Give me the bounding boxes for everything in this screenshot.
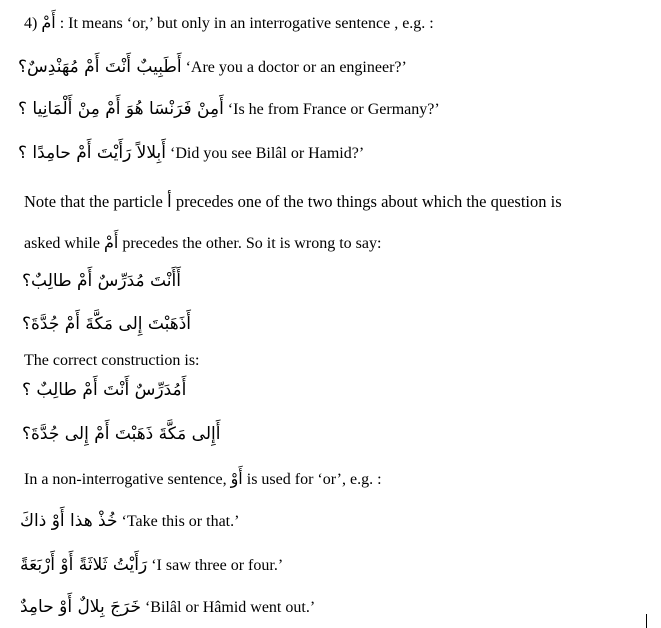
item-number: 4) (24, 15, 38, 32)
nonq-line (24, 469, 382, 490)
example-1-translation: ‘Are you a doctor or an engineer?’ (181, 59, 407, 76)
note-particle-a: أ (166, 192, 172, 212)
example-2-arabic: أَمِنْ فَرَنْسَا هُوَ أَمْ مِنْ أَلْمَانِيا ؟ (18, 99, 224, 119)
wrong-example-1-arabic: أَأَنْتَ مُدَرِّسٌ أَمْ طالِبٌ؟ (22, 271, 181, 291)
nonq-text-2: is used for ‘or’, e.g. : (242, 471, 382, 488)
aw-example-3 (20, 597, 315, 618)
correct-example-2-arabic: أَإِلى مَكَّةَ ذَهَبْتَ أَمْ إِلى جُدَّةَ؟ (22, 424, 221, 444)
example-2-translation: ‘Is he from France or Germany?’ (223, 101, 440, 118)
correct-example-1-arabic: أَمُدَرِّسٌ أَنْتَ أَمْ طالِبٌ ؟ (22, 380, 187, 400)
note-line-1 (24, 192, 562, 212)
wrong-example-1 (22, 271, 181, 292)
example-2 (18, 99, 440, 120)
note-line-2 (24, 233, 381, 254)
aw-example-3-translation: ‘Bilâl or Hâmid went out.’ (140, 599, 316, 616)
correct-label-text: The correct construction is: (24, 352, 200, 369)
note-word-am: أَمْ (103, 233, 119, 252)
aw-example-1 (20, 511, 239, 532)
note-text-4: precedes the other. So it is wrong to say: (118, 235, 382, 252)
item-description: : It means ‘or,’ but only in an interrogative sentence , e.g. : (59, 15, 434, 32)
item-word-am: أَمْ (41, 13, 56, 32)
correct-example-1 (22, 380, 186, 401)
nonq-word-aw: أَوْ (230, 469, 243, 488)
example-1-arabic: أَطَبِيبٌ أَنْتَ أَمْ مُهَنْدِسٌ؟ (18, 57, 182, 77)
example-3 (18, 143, 364, 164)
note-text-1: Note that the particle (24, 192, 167, 211)
example-3-translation: ‘Did you see Bilâl or Hamid?’ (165, 145, 365, 162)
aw-example-2-translation: ‘I saw three or four.’ (147, 557, 284, 574)
aw-example-2-arabic: رَأَيْتُ ثَلاثَةً أَوْ أَرْبَعَةً (20, 555, 148, 575)
wrong-example-2-arabic: أَذَهَبْتَ إِلى مَكَّةَ أَمْ جُدَّةَ؟ (22, 314, 191, 334)
aw-example-3-arabic: خَرَجَ بِلالٌ أَوْ حامِدٌ (20, 597, 141, 617)
aw-example-1-translation: ‘Take this or that.’ (117, 513, 240, 530)
page-edge-mark (646, 614, 647, 628)
wrong-example-2 (22, 314, 191, 335)
example-3-arabic: أَبِلالاً رَأَيْتَ أَمْ حامِدًا ؟ (18, 143, 166, 163)
note-text-2: precedes one of the two things about which the question is (171, 192, 562, 211)
aw-example-2 (20, 555, 283, 576)
correct-label (24, 351, 200, 371)
aw-example-1-arabic: خُذْ هذا أَوْ ذاكَ (20, 511, 118, 531)
correct-example-2 (22, 424, 220, 445)
item-heading (24, 13, 434, 34)
example-1 (18, 57, 407, 78)
note-text-3: asked while (24, 235, 104, 252)
nonq-text-1: In a non-interrogative sentence, (24, 471, 231, 488)
